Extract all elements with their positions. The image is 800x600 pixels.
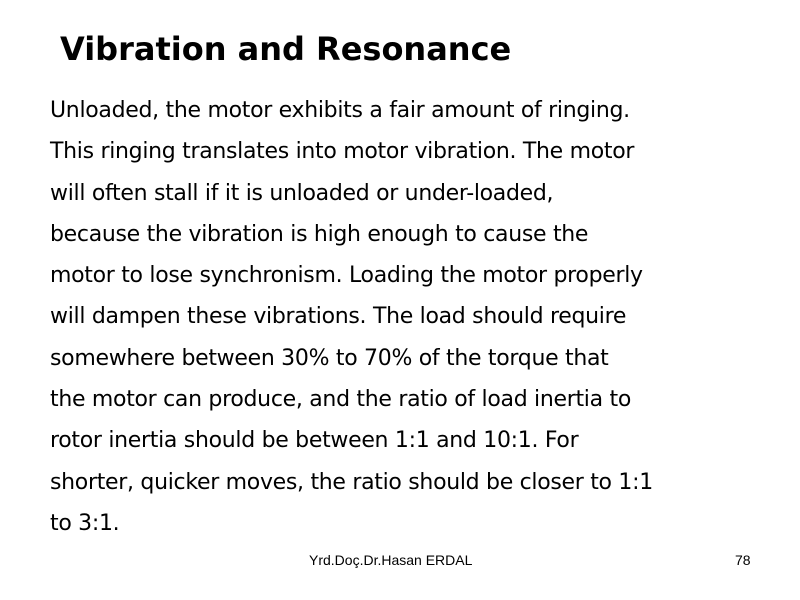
body-line: to 3:1. <box>50 510 120 536</box>
body-line: will often stall if it is unloaded or under-loaded, <box>50 180 554 206</box>
body-line: the motor can produce, and the ratio of load inertia to <box>50 387 631 413</box>
body-line: shorter, quicker moves, the ratio should be closer to 1:1 <box>50 469 653 495</box>
footer-author: Yrd.Doç.Dr.Hasan ERDAL <box>309 552 473 568</box>
body-line: rotor inertia should be between 1:1 and 10:1. For <box>50 428 579 454</box>
body-line: Unloaded, the motor exhibits a fair amount of ringing. <box>50 98 630 123</box>
slide-title: Vibration and Resonance <box>60 30 512 68</box>
body-line: motor to lose synchronism. Loading the motor properly <box>50 263 643 289</box>
body-line: This ringing translates into motor vibration. The motor <box>50 139 635 165</box>
body-line: somewhere between 30% to 70% of the torque that <box>50 345 609 371</box>
body-line: will dampen these vibrations. The load should require <box>50 304 627 330</box>
slide-body <box>50 90 750 544</box>
body-line: because the vibration is high enough to cause the <box>50 221 589 247</box>
page-number: 78 <box>735 552 751 568</box>
